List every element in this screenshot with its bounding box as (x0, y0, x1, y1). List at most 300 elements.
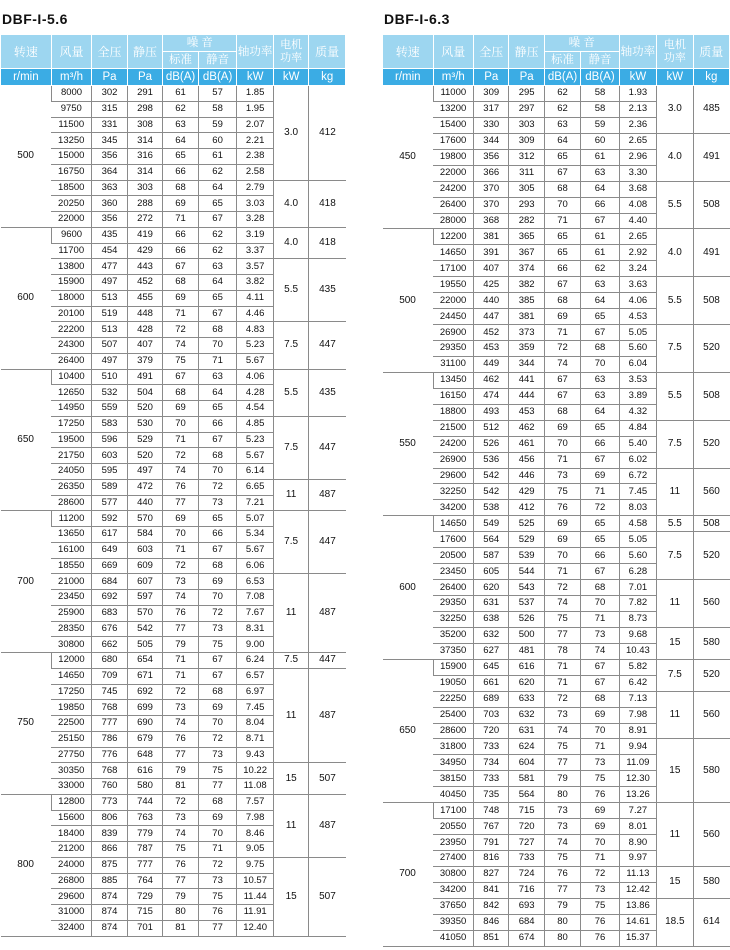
shaft-power-cell: 7.13 (619, 691, 656, 707)
mass-cell: 435 (309, 369, 346, 416)
noise-static-cell: 71 (198, 842, 237, 858)
noise-standard-cell: 81 (163, 920, 199, 936)
mass-cell: 487 (309, 574, 346, 653)
speed-cell: 650 (383, 659, 434, 802)
noise-standard-cell: 77 (163, 873, 199, 889)
flow-cell: 22000 (433, 293, 473, 309)
noise-standard-cell: 75 (544, 611, 580, 627)
flow-cell: 35200 (433, 627, 473, 643)
noise-static-cell: 76 (581, 787, 619, 803)
mass-cell: 560 (693, 468, 729, 516)
noise-static-cell: 66 (198, 527, 237, 543)
model-title: DBF-I-6.3 (384, 11, 450, 27)
noise-static-cell: 62 (198, 243, 237, 259)
header-total-pressure: 全压 (474, 35, 509, 69)
total-pressure-cell: 364 (92, 164, 128, 180)
flow-cell: 19050 (433, 675, 473, 691)
noise-standard-cell: 68 (163, 180, 199, 196)
speed-cell: 800 (1, 794, 52, 936)
noise-standard-cell: 65 (544, 149, 580, 165)
motor-power-cell: 5.5 (273, 259, 309, 322)
header-noise-static: 静音 (581, 52, 619, 69)
mass-cell: 507 (309, 857, 346, 936)
total-pressure-cell: 447 (474, 309, 509, 325)
noise-static-cell: 58 (198, 101, 237, 117)
noise-static-cell: 67 (581, 675, 619, 691)
table-row (1, 763, 346, 779)
total-pressure-cell: 768 (92, 763, 128, 779)
static-pressure-cell: 443 (127, 259, 163, 275)
noise-standard-cell: 73 (544, 803, 580, 819)
static-pressure-cell: 291 (127, 86, 163, 102)
table-row (1, 180, 346, 196)
header-shaft-power: 轴功率 (619, 35, 656, 69)
noise-static-cell: 69 (581, 819, 619, 835)
mass-cell: 560 (693, 580, 729, 628)
noise-static-cell: 65 (581, 309, 619, 325)
total-pressure-cell: 330 (474, 117, 509, 133)
static-pressure-cell: 308 (127, 117, 163, 133)
total-pressure-cell: 631 (474, 596, 509, 612)
static-pressure-cell: 382 (509, 277, 544, 293)
total-pressure-cell: 748 (474, 803, 509, 819)
noise-static-cell: 71 (198, 353, 237, 369)
total-pressure-cell: 645 (474, 659, 509, 675)
header-motor-power: 电机 功率 (657, 35, 693, 69)
table-row (383, 420, 730, 436)
noise-static-cell: 68 (198, 322, 237, 338)
noise-standard-cell: 72 (163, 794, 199, 810)
speed-cell: 500 (383, 229, 434, 372)
flow-cell: 28350 (51, 621, 92, 637)
flow-cell: 13650 (51, 527, 92, 543)
shaft-power-cell: 8.71 (237, 731, 274, 747)
flow-cell: 25150 (51, 731, 92, 747)
static-pressure-cell: 564 (509, 787, 544, 803)
static-pressure-cell: 570 (127, 511, 163, 527)
table-row (383, 627, 730, 643)
noise-static-cell: 67 (198, 432, 237, 448)
table-row (1, 259, 346, 275)
total-pressure-cell: 627 (474, 643, 509, 659)
header-noise-standard: 标准 (163, 52, 199, 69)
noise-standard-cell: 75 (544, 739, 580, 755)
static-pressure-cell: 497 (127, 464, 163, 480)
flow-cell: 20100 (51, 306, 92, 322)
total-pressure-cell: 605 (474, 564, 509, 580)
flow-cell: 32400 (51, 920, 92, 936)
noise-static-cell: 65 (581, 532, 619, 548)
shaft-power-cell: 3.03 (237, 196, 274, 212)
total-pressure-cell: 510 (92, 369, 128, 385)
flow-cell: 41050 (433, 930, 473, 946)
shaft-power-cell: 4.11 (237, 290, 274, 306)
header-speed: 转速 (1, 35, 52, 69)
noise-standard-cell: 65 (544, 245, 580, 261)
static-pressure-cell: 419 (127, 227, 163, 243)
total-pressure-cell: 368 (474, 213, 509, 229)
noise-standard-cell: 69 (544, 516, 580, 532)
noise-standard-cell: 73 (544, 468, 580, 484)
shaft-power-cell: 1.95 (237, 101, 274, 117)
static-pressure-cell: 715 (509, 803, 544, 819)
noise-standard-cell: 77 (163, 495, 199, 511)
shaft-power-cell: 9.97 (619, 851, 656, 867)
noise-static-cell: 70 (198, 590, 237, 606)
mass-cell: 560 (693, 803, 729, 867)
mass-cell: 580 (693, 866, 729, 898)
noise-static-cell: 65 (581, 420, 619, 436)
noise-standard-cell: 72 (163, 322, 199, 338)
noise-standard-cell: 78 (544, 643, 580, 659)
noise-static-cell: 67 (581, 659, 619, 675)
flow-cell: 31800 (433, 739, 473, 755)
flow-cell: 14950 (51, 401, 92, 417)
shaft-power-cell: 2.65 (619, 229, 656, 245)
total-pressure-cell: 791 (474, 835, 509, 851)
total-pressure-cell: 542 (474, 484, 509, 500)
total-pressure-cell: 453 (474, 341, 509, 357)
mass-cell: 487 (309, 479, 346, 511)
table-row (1, 511, 346, 527)
static-pressure-cell: 448 (127, 306, 163, 322)
table-body (383, 86, 730, 947)
flow-cell: 8000 (51, 86, 92, 102)
shaft-power-cell: 4.28 (237, 385, 274, 401)
noise-static-cell: 69 (581, 803, 619, 819)
table-row (1, 574, 346, 590)
table-row (1, 416, 346, 432)
header-total-pressure: 全压 (92, 35, 128, 69)
noise-standard-cell: 68 (544, 404, 580, 420)
noise-standard-cell: 77 (544, 755, 580, 771)
table-row (383, 468, 730, 484)
static-pressure-cell: 385 (509, 293, 544, 309)
total-pressure-cell: 507 (92, 338, 128, 354)
noise-standard-cell: 72 (163, 448, 199, 464)
noise-standard-cell: 74 (163, 826, 199, 842)
noise-standard-cell: 67 (544, 277, 580, 293)
performance-table (0, 34, 346, 937)
total-pressure-cell: 407 (474, 261, 509, 277)
static-pressure-cell: 620 (509, 675, 544, 691)
static-pressure-cell: 429 (509, 484, 544, 500)
table-row (1, 857, 346, 873)
total-pressure-cell: 559 (92, 401, 128, 417)
flow-cell: 16150 (433, 388, 473, 404)
noise-standard-cell: 80 (544, 914, 580, 930)
shaft-power-cell: 1.85 (237, 86, 274, 102)
flow-cell: 24300 (51, 338, 92, 354)
noise-static-cell: 63 (581, 388, 619, 404)
shaft-power-cell: 7.27 (619, 803, 656, 819)
noise-standard-cell: 77 (163, 747, 199, 763)
shaft-power-cell: 7.57 (237, 794, 274, 810)
noise-static-cell: 68 (581, 691, 619, 707)
flow-cell: 28000 (433, 213, 473, 229)
noise-static-cell: 63 (198, 259, 237, 275)
noise-standard-cell: 71 (163, 212, 199, 228)
static-pressure-cell: 529 (509, 532, 544, 548)
noise-static-cell: 75 (198, 637, 237, 653)
noise-standard-cell: 69 (163, 290, 199, 306)
shaft-power-cell: 6.02 (619, 452, 656, 468)
header-static-pressure: 静压 (509, 35, 544, 69)
noise-static-cell: 71 (581, 611, 619, 627)
noise-static-cell: 72 (581, 500, 619, 516)
noise-static-cell: 77 (198, 779, 237, 795)
flow-cell: 17100 (433, 261, 473, 277)
table-row (383, 659, 730, 675)
noise-standard-cell: 71 (163, 542, 199, 558)
flow-cell: 15900 (433, 659, 473, 675)
static-pressure-cell: 604 (509, 755, 544, 771)
table-row (383, 133, 730, 149)
noise-static-cell: 72 (198, 731, 237, 747)
noise-standard-cell: 71 (163, 306, 199, 322)
noise-static-cell: 63 (581, 277, 619, 293)
noise-standard-cell: 67 (544, 165, 580, 181)
noise-standard-cell: 71 (544, 659, 580, 675)
noise-static-cell: 67 (581, 452, 619, 468)
speed-cell: 600 (383, 516, 434, 659)
unit-noise-static: dB(A) (198, 69, 237, 86)
header-speed: 转速 (383, 35, 434, 69)
noise-standard-cell: 71 (163, 668, 199, 684)
static-pressure-cell: 616 (509, 659, 544, 675)
motor-power-cell: 11 (657, 803, 693, 867)
noise-static-cell: 77 (198, 920, 237, 936)
noise-static-cell: 72 (198, 857, 237, 873)
flow-cell: 22500 (51, 716, 92, 732)
shaft-power-cell: 4.85 (237, 416, 274, 432)
noise-static-cell: 67 (581, 564, 619, 580)
total-pressure-cell: 773 (92, 794, 128, 810)
static-pressure-cell: 744 (127, 794, 163, 810)
total-pressure-cell: 542 (474, 468, 509, 484)
total-pressure-cell: 331 (92, 117, 128, 133)
total-pressure-cell: 366 (474, 165, 509, 181)
shaft-power-cell: 2.07 (237, 117, 274, 133)
flow-cell: 24000 (51, 857, 92, 873)
mass-cell: 412 (309, 86, 346, 181)
total-pressure-cell: 638 (474, 611, 509, 627)
noise-standard-cell: 70 (163, 527, 199, 543)
noise-standard-cell: 76 (163, 731, 199, 747)
noise-standard-cell: 70 (544, 436, 580, 452)
shaft-power-cell: 2.65 (619, 133, 656, 149)
static-pressure-cell: 359 (509, 341, 544, 357)
static-pressure-cell: 461 (509, 436, 544, 452)
total-pressure-cell: 497 (92, 353, 128, 369)
total-pressure-cell: 462 (474, 372, 509, 388)
noise-standard-cell: 68 (544, 293, 580, 309)
shaft-power-cell: 6.72 (619, 468, 656, 484)
noise-standard-cell: 69 (163, 196, 199, 212)
speed-cell: 450 (383, 86, 434, 229)
total-pressure-cell: 874 (92, 889, 128, 905)
static-pressure-cell: 311 (509, 165, 544, 181)
motor-power-cell: 7.5 (273, 322, 309, 369)
static-pressure-cell: 530 (127, 416, 163, 432)
flow-cell: 12800 (51, 794, 92, 810)
motor-power-cell: 5.5 (657, 181, 693, 229)
shaft-power-cell: 5.60 (619, 341, 656, 357)
total-pressure-cell: 302 (92, 86, 128, 102)
total-pressure-cell: 735 (474, 787, 509, 803)
motor-power-cell: 11 (273, 479, 309, 511)
noise-static-cell: 67 (198, 653, 237, 669)
total-pressure-cell: 662 (92, 637, 128, 653)
speed-cell: 700 (383, 803, 434, 946)
shaft-power-cell: 2.38 (237, 149, 274, 165)
noise-static-cell: 65 (198, 511, 237, 527)
unit-noise-standard: dB(A) (163, 69, 199, 86)
static-pressure-cell: 624 (509, 739, 544, 755)
noise-static-cell: 73 (198, 621, 237, 637)
header-noise-static: 静音 (198, 52, 237, 69)
total-pressure-cell: 866 (92, 842, 128, 858)
shaft-power-cell: 11.09 (619, 755, 656, 771)
noise-static-cell: 64 (581, 404, 619, 420)
noise-static-cell: 71 (581, 851, 619, 867)
noise-static-cell: 75 (581, 771, 619, 787)
noise-static-cell: 61 (581, 149, 619, 165)
static-pressure-cell: 412 (509, 500, 544, 516)
static-pressure-cell: 288 (127, 196, 163, 212)
shaft-power-cell: 11.13 (619, 866, 656, 882)
flow-cell: 32250 (433, 611, 473, 627)
mass-cell: 508 (693, 181, 729, 229)
flow-cell: 18500 (51, 180, 92, 196)
noise-standard-cell: 76 (163, 479, 199, 495)
total-pressure-cell: 315 (92, 101, 128, 117)
flow-cell: 30350 (51, 763, 92, 779)
total-pressure-cell: 875 (92, 857, 128, 873)
flow-cell: 19550 (433, 277, 473, 293)
mass-cell: 520 (693, 325, 729, 373)
static-pressure-cell: 374 (509, 261, 544, 277)
shaft-power-cell: 13.86 (619, 898, 656, 914)
shaft-power-cell: 4.06 (619, 293, 656, 309)
speed-cell: 600 (1, 227, 52, 369)
noise-standard-cell: 71 (163, 653, 199, 669)
shaft-power-cell: 6.53 (237, 574, 274, 590)
noise-static-cell: 73 (581, 627, 619, 643)
total-pressure-cell: 532 (92, 385, 128, 401)
motor-power-cell: 3.0 (273, 86, 309, 181)
flow-cell: 20500 (433, 548, 473, 564)
flow-cell: 19500 (51, 432, 92, 448)
noise-standard-cell: 66 (163, 227, 199, 243)
motor-power-cell: 5.5 (273, 369, 309, 416)
static-pressure-cell: 616 (127, 763, 163, 779)
noise-static-cell: 67 (198, 668, 237, 684)
total-pressure-cell: 846 (474, 914, 509, 930)
noise-static-cell: 73 (581, 755, 619, 771)
motor-power-cell: 15 (657, 739, 693, 803)
shaft-power-cell: 7.01 (619, 580, 656, 596)
noise-static-cell: 66 (581, 548, 619, 564)
shaft-power-cell: 4.40 (619, 213, 656, 229)
noise-standard-cell: 81 (163, 779, 199, 795)
noise-static-cell: 67 (581, 213, 619, 229)
shaft-power-cell: 8.91 (619, 723, 656, 739)
noise-standard-cell: 67 (163, 369, 199, 385)
motor-power-cell: 15 (657, 866, 693, 898)
static-pressure-cell: 453 (509, 404, 544, 420)
static-pressure-cell: 581 (509, 771, 544, 787)
static-pressure-cell: 679 (127, 731, 163, 747)
total-pressure-cell: 391 (474, 245, 509, 261)
flow-cell: 9600 (51, 227, 92, 243)
static-pressure-cell: 505 (127, 637, 163, 653)
mass-cell: 491 (693, 133, 729, 181)
flow-cell: 17600 (433, 133, 473, 149)
unit-static-pressure: Pa (127, 69, 163, 86)
static-pressure-cell: 429 (127, 243, 163, 259)
noise-standard-cell: 71 (544, 452, 580, 468)
noise-standard-cell: 65 (163, 149, 199, 165)
mass-cell: 447 (309, 416, 346, 479)
total-pressure-cell: 474 (474, 388, 509, 404)
motor-power-cell: 4.0 (657, 229, 693, 277)
total-pressure-cell: 344 (474, 133, 509, 149)
flow-cell: 22000 (433, 165, 473, 181)
shaft-power-cell: 5.23 (237, 338, 274, 354)
noise-standard-cell: 80 (544, 787, 580, 803)
noise-standard-cell: 79 (544, 771, 580, 787)
total-pressure-cell: 370 (474, 181, 509, 197)
noise-standard-cell: 73 (163, 700, 199, 716)
noise-static-cell: 68 (198, 684, 237, 700)
motor-power-cell: 15 (273, 763, 309, 795)
total-pressure-cell: 449 (474, 356, 509, 372)
table-row (383, 372, 730, 388)
noise-static-cell: 75 (198, 763, 237, 779)
motor-power-cell: 18.5 (657, 898, 693, 946)
motor-power-cell: 7.5 (273, 416, 309, 479)
noise-standard-cell: 72 (544, 580, 580, 596)
noise-standard-cell: 73 (544, 707, 580, 723)
flow-cell: 26900 (433, 452, 473, 468)
shaft-power-cell: 5.67 (237, 542, 274, 558)
static-pressure-cell: 314 (127, 133, 163, 149)
shaft-power-cell: 4.08 (619, 197, 656, 213)
noise-standard-cell: 69 (544, 420, 580, 436)
noise-standard-cell: 74 (544, 356, 580, 372)
shaft-power-cell: 10.43 (619, 643, 656, 659)
flow-cell: 28600 (433, 723, 473, 739)
noise-standard-cell: 71 (544, 675, 580, 691)
total-pressure-cell: 733 (474, 771, 509, 787)
static-pressure-cell: 733 (509, 851, 544, 867)
noise-static-cell: 65 (198, 196, 237, 212)
noise-static-cell: 73 (198, 495, 237, 511)
flow-cell: 26900 (433, 325, 473, 341)
flow-cell: 23950 (433, 835, 473, 851)
unit-motor-power: kW (273, 69, 309, 86)
flow-cell: 18400 (51, 826, 92, 842)
mass-cell: 508 (693, 277, 729, 325)
flow-cell: 22250 (433, 691, 473, 707)
shaft-power-cell: 5.60 (619, 548, 656, 564)
flow-cell: 14650 (433, 245, 473, 261)
noise-static-cell: 63 (198, 369, 237, 385)
shaft-power-cell: 3.63 (619, 277, 656, 293)
flow-cell: 23450 (433, 564, 473, 580)
unit-total-pressure: Pa (92, 69, 128, 86)
